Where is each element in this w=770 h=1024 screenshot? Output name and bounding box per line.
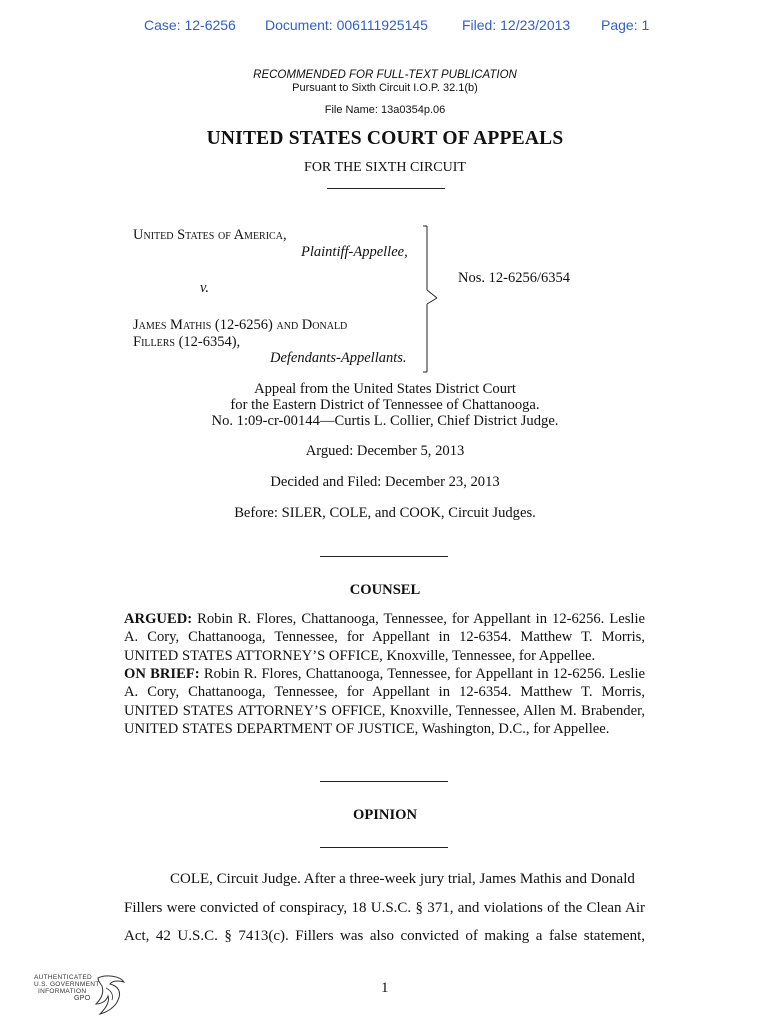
gpo-authentication-seal xyxy=(34,974,134,1016)
case-number: Case: 12-6256 xyxy=(144,17,236,33)
page-indicator: Page: 1 xyxy=(601,17,650,33)
plaintiff-role: Plaintiff-Appellee, xyxy=(301,244,408,260)
eagle-icon xyxy=(92,974,132,1016)
filing-header xyxy=(0,17,770,39)
opinion-heading: OPINION xyxy=(352,807,418,823)
page-number: 1 xyxy=(381,980,389,996)
document-number: Document: 006111925145 xyxy=(265,17,428,33)
appeal-line1: Appeal from the United States District Court xyxy=(254,381,516,397)
panel-judges: Before: SILER, COLE, and COOK, Circuit Judges. xyxy=(234,505,536,521)
filed-date: Filed: 12/23/2013 xyxy=(462,17,571,33)
divider xyxy=(320,847,448,848)
publication-pursuant: Pursuant to Sixth Circuit I.O.P. 32.1(b) xyxy=(292,82,478,94)
gpo-seal-text-1: AUTHENTICATED xyxy=(34,974,92,981)
court-title: UNITED STATES COURT OF APPEALS xyxy=(206,128,564,149)
appeal-line3: No. 1:09-cr-00144—Curtis L. Collier, Chief District Judge. xyxy=(211,413,559,429)
divider xyxy=(320,781,448,782)
appeal-line2: for the Eastern District of Tennessee of Chattanooga. xyxy=(230,397,540,413)
divider xyxy=(320,556,448,557)
gpo-seal-text-4: GPO xyxy=(74,995,91,1002)
opinion-line1: COLE, Circuit Judge. After a three-week jury trial, James Mathis and Donald xyxy=(170,871,635,887)
versus: v. xyxy=(200,280,209,296)
defendants-role: Defendants-Appellants. xyxy=(270,350,407,366)
publication-recommendation: RECOMMENDED FOR FULL-TEXT PUBLICATION xyxy=(253,69,517,81)
defendants-line1: James Mathis (12-6256) and Donald xyxy=(133,317,348,333)
file-name: File Name: 13a0354p.06 xyxy=(324,104,446,116)
opinion-line3: Act, 42 U.S.C. § 7413(c). Fillers was also convicted of making a false statement, xyxy=(124,928,645,944)
gpo-seal-text-2: U.S. GOVERNMENT xyxy=(34,981,100,988)
opinion-line2: Fillers were convicted of conspiracy, 18 U.S.C. § 371, and violations of the Clean Air xyxy=(124,900,645,916)
counsel-heading: COUNSEL xyxy=(349,582,421,598)
counsel-on-brief: ON BRIEF: Robin R. Flores, Chattanooga, Tennessee, for Appellant in 12-6256. Leslie A. Cory, Chattanooga, Tennessee, for Appellant in 12-6354. Matthew T. Morris, UNITED STATES ATTORNEY’S OFFICE, Knoxville, Tennessee, Allen M. Brabender, UNITED STATES DEPARTMENT OF JUSTICE, Washington, D.C., for Appellee. xyxy=(124,666,645,738)
decided-date: Decided and Filed: December 23, 2013 xyxy=(270,474,500,490)
divider xyxy=(327,188,445,189)
plaintiff-name: United States of America, xyxy=(133,227,287,243)
argued-date: Argued: December 5, 2013 xyxy=(305,443,465,459)
court-subtitle: FOR THE SIXTH CIRCUIT xyxy=(304,160,466,175)
defendants-line2: Fillers (12-6354), xyxy=(133,334,241,350)
caption-bracket xyxy=(420,224,446,376)
counsel-argued: ARGUED: Robin R. Flores, Chattanooga, Tennessee, for Appellant in 12-6256. Leslie A. Cory, Chattanooga, Tennessee, for Appellant in 12-6354. Matthew T. Morris, UNITED STATES ATTORNEY’S OFFICE, Knoxville, Tennessee, for Appellee. xyxy=(124,611,645,664)
case-numbers: Nos. 12-6256/6354 xyxy=(458,270,570,286)
gpo-seal-text-3: INFORMATION xyxy=(38,988,87,995)
